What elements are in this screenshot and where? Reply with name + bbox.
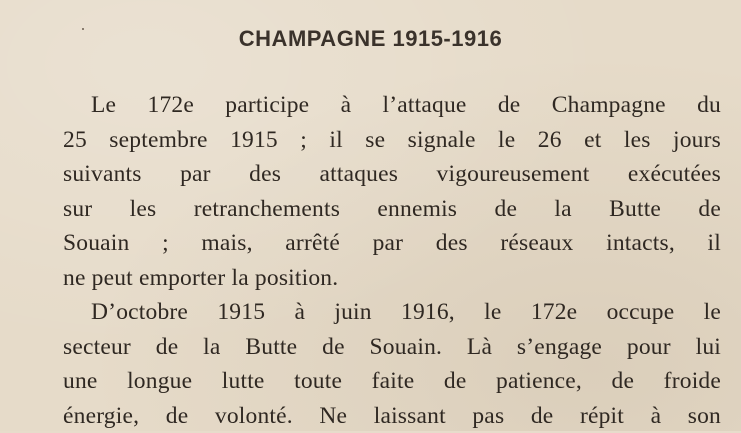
page-heading: CHAMPAGNE 1915-1916 [0,26,741,52]
text-line: sur les retranchements ennemis de la Butte de [63,192,721,227]
text-line: 25 septembre 1915 ; il se signale le 26 et les jours [63,123,721,158]
text-line: secteur de la Butte de Souain. Là s’engage pour lui [63,330,721,365]
text-line: D’octobre 1915 à juin 1916, le 172e occupe le [63,295,721,330]
text-line: ne peut emporter la position. [63,261,721,296]
paragraph-2 [63,295,721,433]
text-line: Le 172e participe à l’attaque de Champagne du [63,88,721,123]
text-line: Souain ; mais, arrêté par des réseaux intacts, il [63,226,721,261]
text-line: énergie, de volonté. Ne laissant pas de répit à son [63,399,721,433]
body-text [63,88,721,433]
text-line: une longue lutte toute faite de patience, de froide [63,364,721,399]
paragraph-1 [63,88,721,295]
text-line: suivants par des attaques vigoureusement exécutées [63,157,721,192]
